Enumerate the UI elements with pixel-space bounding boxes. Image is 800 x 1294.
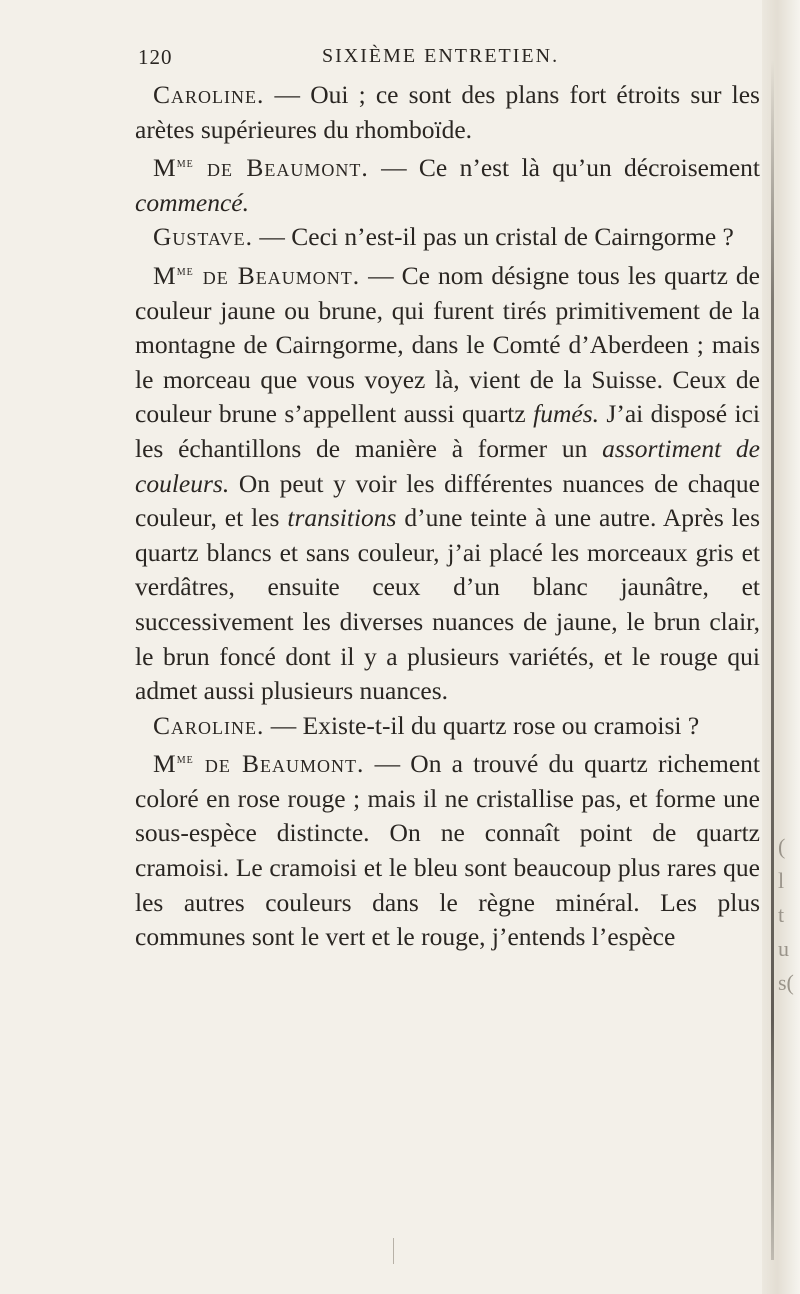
italic-text: fumés. (533, 399, 599, 429)
text-segment: J’ai disposé ici les échantillons de manière à former un (135, 399, 761, 463)
edge-mark: u (778, 936, 789, 961)
text-segment: — On a trouvé du quartz richement coloré en rose rouge ; mais il ne cristallise pas, et forme une sous-espèce distincte. On ne connaît point de quartz cramoisi. Le cramoisi et le bleu sont beaucoup plus rares que les autres couleurs dans le règne minéral. Les plus communes sont le vert et le rouge, j’entends l’espèce (135, 749, 760, 952)
edge-mark: t (778, 902, 785, 927)
speaker-name: Caroline. (153, 80, 265, 109)
dialogue-paragraph (135, 220, 760, 255)
edge-mark: ( (778, 834, 786, 859)
dialogue-paragraph (135, 709, 760, 744)
running-header (100, 45, 720, 75)
text-segment: — Ce nom désigne tous les quartz de couleur jaune ou brune, qui furent tirés primitivement de la montagne de Cairngorme, dans le Comté d’Aberdeen ; mais le morceau que vous voyez là, vient de la Suisse. Ceux de couleur brune s’appellent aussi quartz (135, 260, 760, 429)
italic-text: assortiment de couleurs. (135, 433, 760, 498)
speaker-name: Caroline. (153, 710, 265, 740)
dialogue-paragraph (135, 743, 760, 955)
edge-mark: l (778, 868, 785, 893)
body-text (135, 78, 760, 955)
dialogue-paragraph (135, 147, 760, 220)
page-number: 120 (138, 45, 173, 69)
text-segment: — Ce n’est là qu’un décroisement (368, 153, 760, 183)
text-segment: — Existe-t-il du quartz rose ou cramoisi ? (264, 710, 700, 740)
text-segment: d’une teinte à une autre. Après les quartz blancs et sans couleur, j’ai placé les morceaux gris et verdâtres, ensuite ceux d’un blanc jaunâtre, et successivement les diverses nuances de jaune, le brun clair, le brun foncé dont il y a plusieurs variétés, et le rouge qui admet aussi plusieurs nuances. (135, 503, 761, 706)
page-edge-shadow (762, 0, 800, 1294)
speaker-name: $M^{me}$ de Beaumont. (153, 749, 365, 779)
bleed-through-marks (778, 830, 794, 1000)
edge-mark: s( (778, 970, 794, 995)
italic-text: transitions (287, 503, 397, 533)
running-title: SIXIÈME ENTRETIEN. (322, 45, 560, 67)
speaker-name: $M^{me}$ de Beaumont. (153, 260, 361, 290)
speaker-name: $M^{me}$ de Beaumont. (153, 153, 369, 183)
text-segment: On peut y voir les différentes nuances de chaque couleur, et les (135, 468, 760, 533)
stray-mark (393, 1238, 394, 1264)
text-segment: — Ceci n’est-il pas un cristal de Cairngorme ? (253, 222, 734, 252)
page-edge-line (771, 60, 774, 1260)
text-segment: — Oui ; ce sont des plans fort étroits sur les arètes supérieures du rhomboïde. (135, 80, 760, 144)
dialogue-paragraph (135, 78, 760, 147)
dialogue-paragraph (135, 255, 760, 709)
speaker-name: Gustave. (153, 222, 254, 252)
italic-text: commencé. (135, 187, 249, 217)
